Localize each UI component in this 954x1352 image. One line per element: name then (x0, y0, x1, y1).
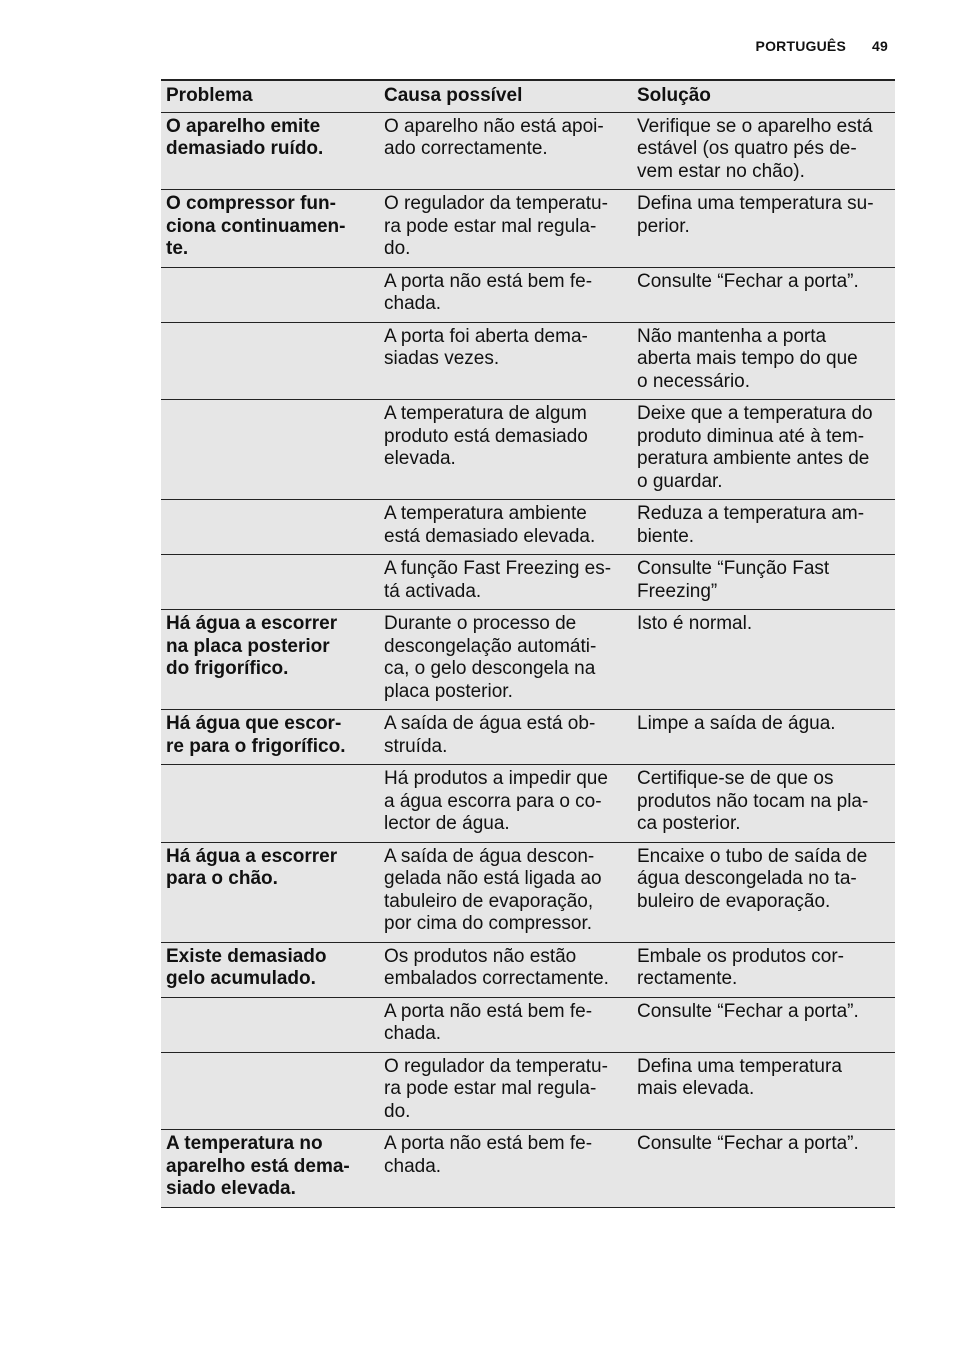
table-row (161, 610, 895, 710)
solution-text: Defina uma temperatura mais elevada. (637, 1055, 842, 1099)
cause-text: A saída de água descon- gelada não está ligada ao tabuleiro de evaporação, por cima do compressor. (384, 845, 602, 934)
solution-text: Embale os produtos cor- rectamente. (637, 945, 844, 989)
cause-cell (379, 1052, 632, 1130)
table-row (161, 842, 895, 942)
solution-cell (632, 710, 895, 765)
cause-cell (379, 842, 632, 942)
troubleshooting-table-container (161, 79, 895, 1208)
table-row (161, 267, 895, 322)
solution-cell (632, 400, 895, 500)
table-row (161, 112, 895, 190)
table-header-row (161, 80, 895, 112)
troubleshooting-table (161, 79, 895, 1208)
table-row (161, 322, 895, 400)
problem-cell (161, 942, 379, 997)
solution-text: Consulte “Fechar a porta”. (637, 270, 859, 292)
solution-cell (632, 112, 895, 190)
cause-text: Há produtos a impedir que a água escorra para o co- lector de água. (384, 768, 608, 834)
solution-cell (632, 1052, 895, 1130)
cause-text: O regulador da temperatu- ra pode estar mal regula- do. (384, 1055, 608, 1122)
solution-text: Consulte “Função Fast Freezing” (637, 558, 830, 602)
solution-text: Consulte “Fechar a porta”. (637, 1133, 859, 1154)
table-row (161, 710, 895, 765)
problem-text: Existe demasiado gelo acumulado. (166, 945, 327, 989)
solution-cell (632, 555, 895, 610)
cause-cell (379, 942, 632, 997)
table-row (161, 942, 895, 997)
cause-cell (379, 765, 632, 843)
table-row (161, 1052, 895, 1130)
problem-cell (161, 190, 379, 268)
cause-text: A temperatura ambiente está demasiado elevada. (384, 503, 596, 547)
problem-cell (161, 710, 379, 765)
cause-text: A porta foi aberta dema- siadas vezes. (384, 325, 588, 369)
cause-cell (379, 710, 632, 765)
solution-cell (632, 765, 895, 843)
problem-cell (161, 267, 379, 322)
cause-cell (379, 997, 632, 1052)
cause-cell (379, 267, 632, 322)
problem-text: Há água a escorrer para o chão. (166, 845, 338, 889)
problem-cell (161, 112, 379, 190)
cause-cell (379, 190, 632, 268)
cause-text: A porta não está bem fe- chada. (384, 270, 593, 314)
table-row (161, 400, 895, 500)
cause-cell (379, 112, 632, 190)
cause-cell (379, 610, 632, 710)
problem-text: Há água a escorrer na placa posterior do frigorífico. (166, 613, 338, 679)
cause-cell (379, 1130, 632, 1208)
cause-text: Os produtos não estão embalados correctamente. (384, 945, 609, 989)
problem-cell (161, 842, 379, 942)
problem-cell (161, 555, 379, 610)
language-label: PORTUGUÊS (755, 38, 847, 54)
solution-cell (632, 322, 895, 400)
cause-cell (379, 400, 632, 500)
table-row (161, 765, 895, 843)
page-number: 49 (872, 38, 888, 54)
cause-text: O aparelho não está apoi- ado correctamente. (384, 115, 604, 159)
cause-cell (379, 322, 632, 400)
solution-text: Deixe que a temperatura do produto diminua até à tem- peratura ambiente antes de o guardar. (637, 403, 873, 492)
cause-text: O regulador da temperatu- ra pode estar mal regula- do. (384, 193, 608, 259)
problem-cell (161, 1130, 379, 1208)
problem-cell (161, 322, 379, 400)
solution-text: Verifique se o aparelho está estável (os quatro pés de- vem estar no chão). (637, 115, 873, 182)
solution-cell (632, 610, 895, 710)
table-row (161, 1130, 895, 1208)
table-row (161, 500, 895, 555)
solution-text: Isto é normal. (637, 613, 753, 634)
solution-cell (632, 997, 895, 1052)
problem-cell (161, 1052, 379, 1130)
solution-text: Certifique-se de que os produtos não tocam na pla- ca posterior. (637, 768, 869, 834)
problem-text: O compressor fun- ciona continuamen- te. (166, 193, 346, 259)
problem-text: Há água que escor- re para o frigorífico. (166, 713, 346, 757)
solution-cell (632, 1130, 895, 1208)
cause-text: A função Fast Freezing es- tá activada. (384, 558, 612, 602)
solution-text: Reduza a temperatura am- biente. (637, 503, 865, 547)
solution-text: Encaixe o tubo de saída de água descongelada no ta- buleiro de evaporação. (637, 845, 868, 912)
table-row (161, 555, 895, 610)
solution-text: Limpe a saída de água. (637, 713, 836, 734)
column-header-cause: Causa possível (379, 80, 632, 112)
problem-cell (161, 500, 379, 555)
solution-text: Consulte “Fechar a porta”. (637, 1000, 859, 1022)
page-header (756, 38, 888, 54)
solution-text: Defina uma temperatura su- perior. (637, 193, 874, 237)
problem-text: A temperatura no aparelho está dema- siado elevada. (166, 1133, 350, 1199)
cause-text: A porta não está bem fe- chada. (384, 1133, 593, 1177)
solution-cell (632, 842, 895, 942)
table-row (161, 190, 895, 268)
solution-cell (632, 500, 895, 555)
problem-cell (161, 997, 379, 1052)
solution-cell (632, 190, 895, 268)
problem-cell (161, 610, 379, 710)
problem-cell (161, 400, 379, 500)
problem-cell (161, 765, 379, 843)
cause-text: Durante o processo de descongelação automáti- ca, o gelo descongela na placa posterior. (384, 613, 597, 702)
cause-text: A saída de água está ob- struída. (384, 713, 596, 757)
solution-cell (632, 267, 895, 322)
cause-text: A porta não está bem fe- chada. (384, 1000, 593, 1044)
column-header-problem: Problema (161, 80, 379, 112)
problem-text: O aparelho emite demasiado ruído. (166, 115, 324, 159)
column-header-solution: Solução (632, 80, 895, 112)
table-row (161, 997, 895, 1052)
cause-text: A temperatura de algum produto está demasiado elevada. (384, 403, 588, 469)
solution-cell (632, 942, 895, 997)
solution-text: Não mantenha a porta aberta mais tempo do que o necessário. (637, 325, 858, 392)
cause-cell (379, 555, 632, 610)
cause-cell (379, 500, 632, 555)
